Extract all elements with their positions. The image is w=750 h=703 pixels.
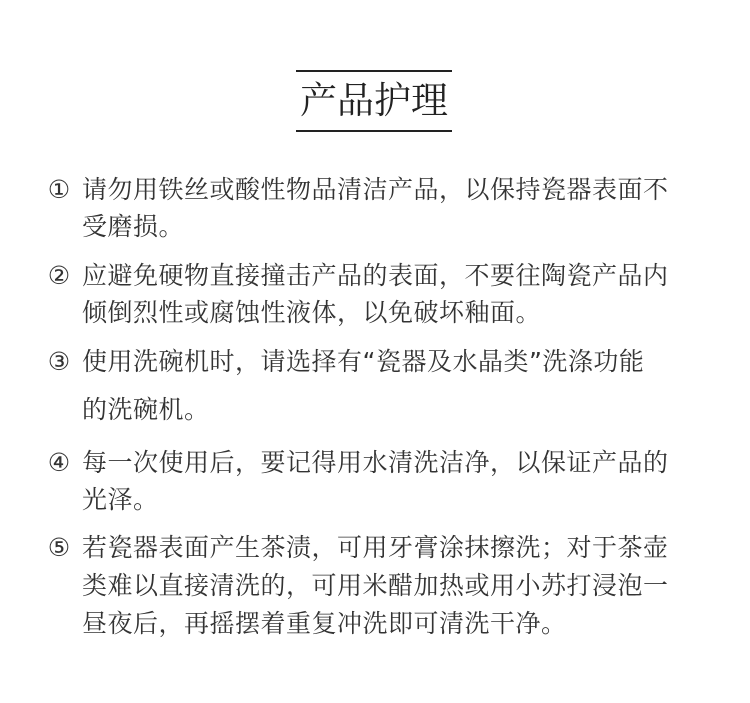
- item-text-line: 若瓷器表面产生茶渍，可用牙膏涂抹擦洗；对于茶壶: [82, 533, 669, 562]
- item-text-line: 昼夜后，再摇摆着重复冲洗即可清洗干净。: [82, 609, 567, 638]
- item-text-line: 类难以直接清洗的，可用米醋加热或用小苏打浸泡一: [82, 571, 669, 600]
- item-text-line: 受磨损。: [82, 212, 185, 241]
- item-text-line: 的洗碗机。: [82, 395, 210, 424]
- item-text-line: 使用洗碗机时，请选择有“瓷器及水晶类”洗涤功能: [82, 347, 645, 376]
- item-number: ④: [47, 448, 71, 477]
- item-text-line: 倾倒烈性或腐蚀性液体，以免破坏釉面。: [82, 298, 542, 327]
- item-text-line: 光泽。: [82, 485, 159, 514]
- item-text: [82, 171, 722, 245]
- item-number: ⑤: [47, 533, 71, 562]
- item-text: [82, 257, 722, 331]
- item-text: [82, 529, 722, 643]
- item-text-line: 请勿用铁丝或酸性物品清洁产品，以保持瓷器表面不: [82, 175, 669, 204]
- item-text: [82, 444, 722, 518]
- item-number: ③: [47, 347, 71, 376]
- item-number: ②: [47, 261, 71, 290]
- item-text-line: 应避免硬物直接撞击产品的表面，不要往陶瓷产品内: [82, 261, 669, 290]
- item-text-line: 每一次使用后，要记得用水清洗洁净，以保证产品的: [82, 448, 669, 477]
- page-title: 产品护理: [296, 70, 452, 132]
- item-number: ①: [47, 175, 71, 204]
- item-text: [82, 338, 722, 434]
